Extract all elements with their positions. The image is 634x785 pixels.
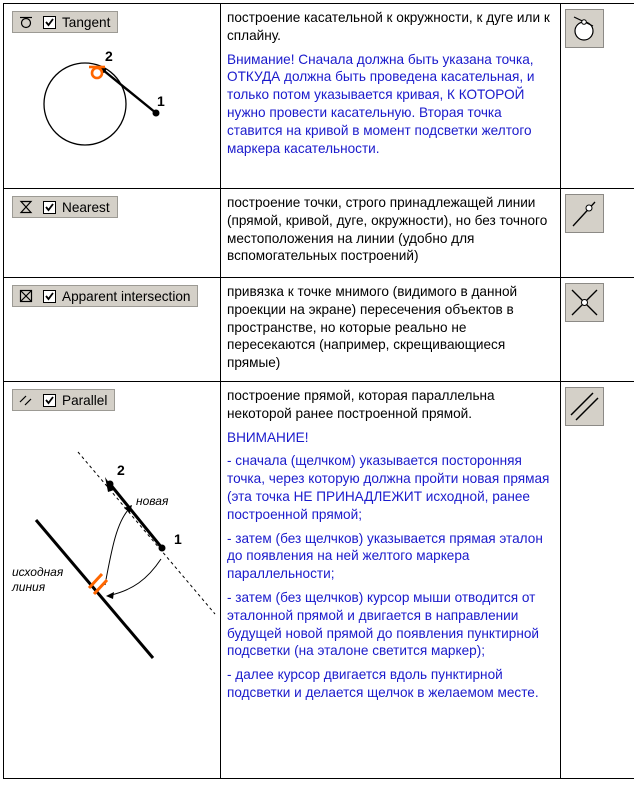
description-text: построение касательной к окружности, к дуге или к сплайну.	[227, 10, 550, 43]
source-line-label-1: исходная	[12, 565, 64, 579]
point-1-label: 1	[157, 93, 165, 109]
tangent-tool-icon[interactable]	[565, 9, 604, 48]
description-text: построение прямой, которая параллельна некоторой ранее построенной прямой.	[227, 388, 495, 421]
apparent-intersection-tool-icon[interactable]	[565, 283, 604, 322]
description-text: привязка к точке мнимого (видимого в данной проекции на экране) пересечения объектов в пространстве, но которые реально не пересекаются (например, скрещивающиеся прямые)	[227, 284, 518, 371]
note-text: - сначала (щелчком) указывается посторонняя точка, через которую должна пройти новая прямая (эта точка НЕ ПРИНАДЛЕЖИТ исходной, ранее построенной прямой;	[227, 453, 550, 522]
nearest-tool-icon[interactable]	[565, 194, 604, 233]
snap-modes-table	[3, 3, 634, 779]
point-1-dot	[159, 545, 166, 552]
arrow-head-source	[106, 592, 114, 599]
point-1-dot	[153, 110, 160, 117]
description-cell-apparent-intersection	[221, 278, 561, 382]
tool-cell-nearest	[561, 189, 634, 278]
note-text: - затем (без щелчков) курсор мыши отводится от эталонной прямой и двигается в направлении будущей новой прямой до появления пунктирной подсветки (на эталоне светится маркер);	[227, 589, 539, 659]
circle-curve	[44, 63, 126, 145]
note-text: - затем (без щелчков) указывается прямая эталон до появления на ней желтого маркера параллельности;	[227, 530, 543, 582]
note-text: ВНИМАНИЕ!	[227, 429, 309, 445]
curved-arrow-new	[105, 509, 129, 585]
table-row	[4, 382, 634, 779]
parallel-marker-icon	[89, 574, 107, 594]
description-cell-nearest	[221, 189, 561, 278]
apparent-intersection-checkbox[interactable]	[43, 290, 56, 303]
snap-toggle-nearest[interactable]	[12, 196, 118, 218]
note-text: Внимание! Сначала должна быть указана точка, ОТКУДА должна быть проведена касательная, и только потом указывается кривая, К КОТОРОЙ нужно провести касательную. Вторая точка ставится на кривой в момент подсветки желтого маркера касательности.	[227, 51, 535, 156]
parallel-tool-icon[interactable]	[565, 387, 604, 426]
tool-cell-tangent	[561, 4, 634, 189]
description-cell-parallel	[221, 382, 561, 779]
tool-cell-parallel	[561, 382, 634, 779]
snap-label: Nearest	[62, 199, 110, 215]
snap-toggle-apparent-intersection[interactable]	[12, 285, 198, 307]
description-text: построение точки, строго принадлежащей линии (прямой, кривой, дуге, окружности), но без точного местоположения на линии (удобно для вспомогательных построений)	[227, 195, 548, 264]
description-cell-tangent	[221, 4, 561, 189]
parallel-sketch	[4, 382, 220, 779]
table-row	[4, 189, 634, 278]
snap-cell-apparent-intersection	[4, 278, 221, 382]
new-line-label: новая	[136, 494, 169, 508]
table-row	[4, 278, 634, 382]
point-1-label: 1	[174, 531, 182, 547]
nearest-symbol-icon	[16, 197, 36, 217]
snap-label: Apparent intersection	[62, 288, 191, 304]
tangent-sketch	[4, 4, 220, 189]
snap-cell-nearest	[4, 189, 221, 278]
point-2-label: 2	[105, 48, 113, 64]
source-line	[36, 520, 153, 658]
nearest-checkbox[interactable]	[43, 201, 56, 214]
snap-cell-parallel	[4, 382, 221, 779]
point-2-label: 2	[117, 462, 125, 478]
snap-label: Tangent	[62, 14, 111, 30]
snap-label: Parallel	[62, 392, 108, 408]
apparent-intersection-symbol-icon	[16, 286, 36, 306]
tangent-line	[103, 70, 156, 113]
tool-cell-apparent-intersection	[561, 278, 634, 382]
curved-arrow-source	[111, 559, 161, 595]
snap-cell-tangent	[4, 4, 221, 189]
source-line-label-2: линия	[12, 580, 46, 594]
table-row	[4, 4, 634, 189]
note-text: - далее курсор двигается вдоль пунктирной подсветки и делается щелчок в желаемом месте.	[227, 667, 539, 700]
